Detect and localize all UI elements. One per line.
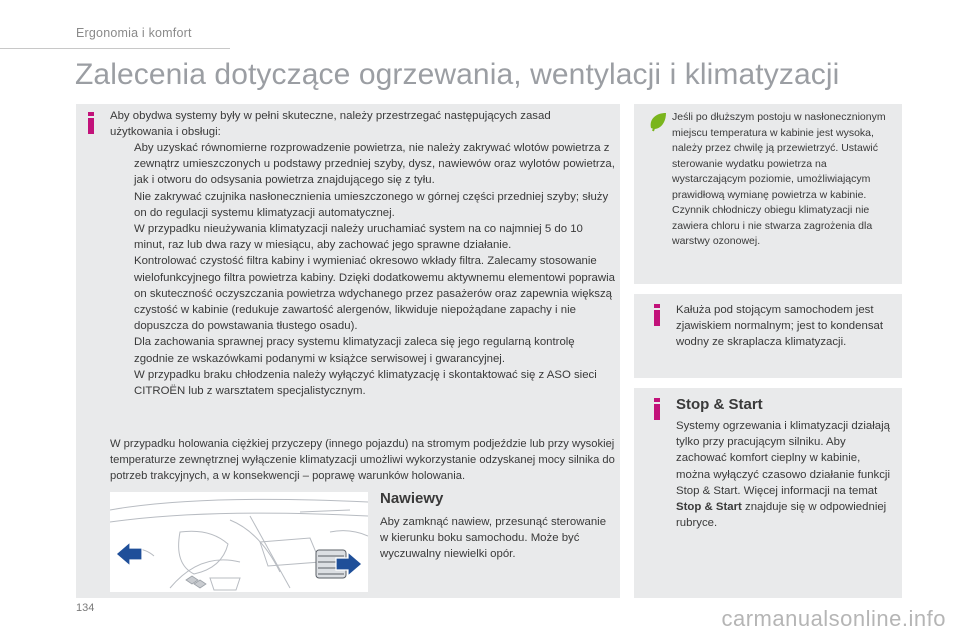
stop-start-heading: Stop & Start: [676, 396, 763, 413]
vents-heading: Nawiewy: [380, 490, 444, 507]
eco-leaf-icon: [649, 112, 667, 132]
list-item: Kontrolować czystość filtra kabiny i wymieniać okresowo wkłady filtra. Zalecamy stosowanie wielofunkcyjnego filtra powietrza kabiny. Dzięki dodatkowemu aktywnemu elementowi poprawia on skuteczność oczyszczania powietrza wdychanego przez pasażerów oraz zapewnia większą czystość w kabinie (redukuje zawartość alergenów, likwiduje niepożądane zapachy i nie dopuszcza do powstawania tłustego osadu).: [134, 255, 615, 333]
page-number: 134: [76, 602, 95, 614]
stop-start-text: Systemy ogrzewania i klimatyzacji działają tylko przy pracującym silniku. Aby zachować komfort cieplny w kabinie, można wyłączyć czasowo działanie funkcji Stop & Start. Więcej informacji na temat Stop & Start znajduje się w odpowiedniej rubryce.: [676, 420, 890, 530]
list-item: Aby uzyskać równomierne rozprowadzenie powietrza, nie należy zakrywać wlotów powietrza z zewnątrz umieszczonych u podstawy przedniej szyby, dysz, nawiewów oraz wylotów powietrza, jak i otworu do odsysania powietrza znajdującego się z tyłu.: [134, 142, 615, 187]
watermark: carmanualsonline.info: [721, 606, 946, 631]
info-icon: [654, 304, 660, 326]
list-item: Nie zakrywać czujnika nasłonecznienia umieszczonego w górnej części przedniej szyby; służy on do regulacji systemu klimatyzacji automatycznej.: [134, 190, 609, 219]
section-header: Ergonomia i komfort: [76, 26, 192, 40]
vents-text: Aby zamknąć nawiew, przesunąć sterowanie w kierunku boku samochodu. Może być wyczuwalny niewielki opór.: [380, 516, 607, 561]
header-divider: [0, 48, 230, 49]
info-icon: [88, 112, 94, 134]
dashboard-vent-illustration: [110, 492, 368, 592]
recommendation-list: [110, 140, 615, 399]
towing-note: W przypadku holowania ciężkiej przyczepy (innego pojazdu) na stromym podjeździe lub przy wysokiej temperaturze zewnętrznej wyłączenie klimatyzacji umożliwi wykorzystanie odzyskanej mocy silnika do potrzeb trakcyjnych, a w konsekwencji – poprawę warunków holowania.: [110, 438, 615, 483]
condensate-text: Kałuża pod stojącym samochodem jest zjawiskiem normalnym; jest to kondensat wodny ze skraplacza klimatyzacji.: [676, 304, 884, 349]
list-item: Dla zachowania sprawnej pracy systemu klimatyzacji zaleca się jego regularną kontrolę zgodnie ze wskazówkami podanymi w książce serwisowej i gwarancyjnej.: [134, 336, 575, 365]
info-icon: [654, 398, 660, 420]
page-title: Zalecenia dotyczące ogrzewania, wentylacji i klimatyzacji: [75, 58, 840, 91]
list-item: W przypadku braku chłodzenia należy wyłączyć klimatyzację i skontaktować się z ASO sieci CITROËN lub z warsztatem specjalistycznym.: [134, 368, 597, 398]
list-item: W przypadku nieużywania klimatyzacji należy uruchamiać system na co najmniej 5 do 10 minut, raz lub dwa razy w miesiącu, aby zachować jego sprawne działanie.: [134, 223, 583, 252]
stop-start-reference: Stop & Start: [676, 501, 742, 514]
intro-text: Aby obydwa systemy były w pełni skuteczne, należy przestrzegać następujących zasad użytkowania i obsługi:: [110, 110, 551, 139]
eco-text: Jeśli po dłuższym postoju w nasłonecznionym miejscu temperatura w kabinie jest wysoka, należy przez chwilę ją przewietrzyć. Ustawić sterowanie wydatku powietrza na wystarczającym poziomie, umożliwiającym prawidłową wymianę powietrza w kabinie. Czynnik chłodniczy obiegu klimatyzacji nie zawiera chloru i nie stwarza zagrożenia dla warstwy ozonowej.: [672, 111, 886, 247]
